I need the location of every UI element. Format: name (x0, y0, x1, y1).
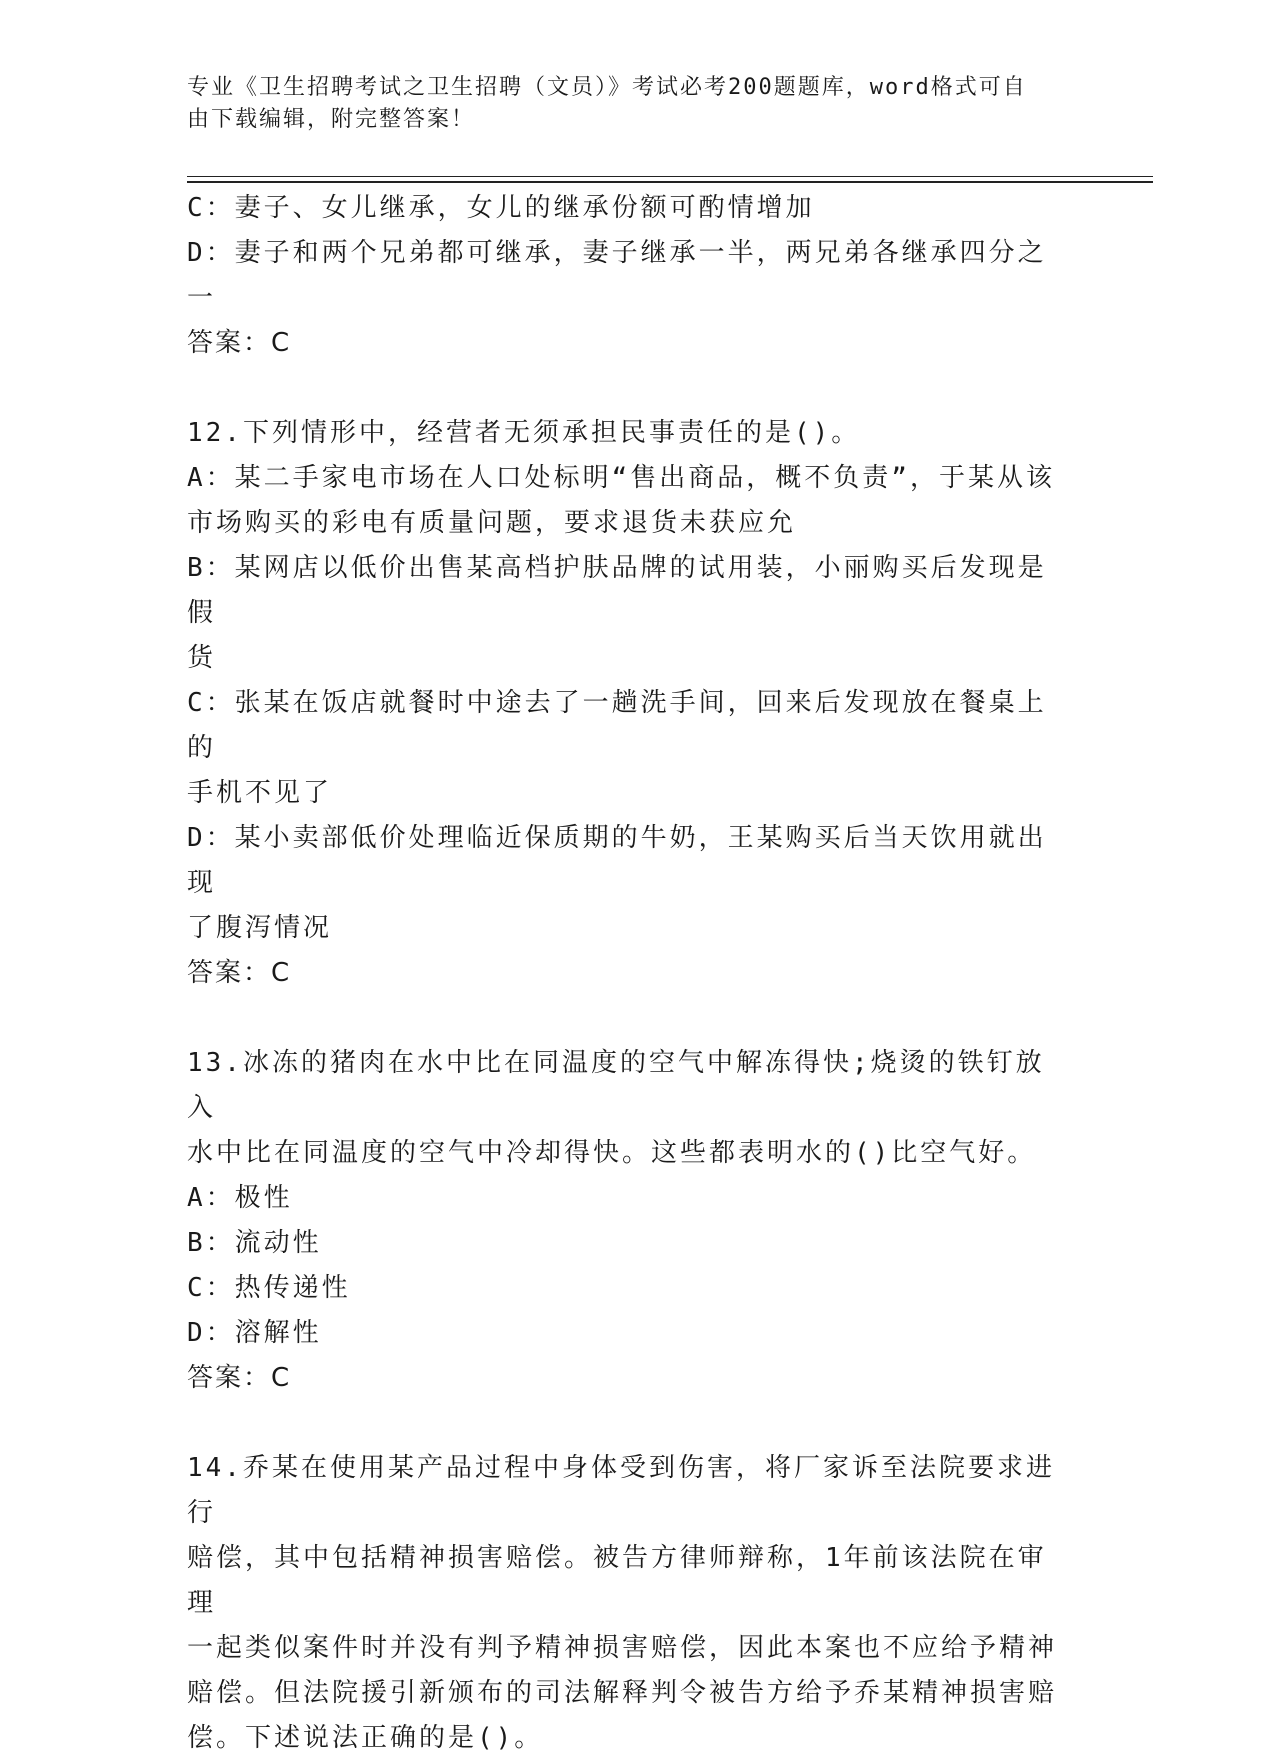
question-stem-line-2: 赔偿，其中包括精神损害赔偿。被告方律师辩称，1年前该法院在审理 (187, 1543, 1047, 1618)
question-stem-line-2: 水中比在同温度的空气中冷却得快。这些都表明水的()比空气好。 (187, 1138, 1037, 1168)
question-content (187, 186, 1067, 1761)
header-divider-thin (187, 176, 1153, 177)
option-d-line-1: D：某小卖部低价处理临近保质期的牛奶，王某购买后当天饮用就出现 (187, 823, 1047, 898)
option-b-line-2: 货 (187, 643, 217, 673)
question-stem: 12.下列情形中，经营者无须承担民事责任的是()。 (187, 418, 861, 448)
option-a-line-1: A：某二手家电市场在人口处标明“售出商品，概不负责”，于某从该 (187, 463, 1055, 493)
question-stem-line-3: 一起类似案件时并没有判予精神损害赔偿，因此本案也不应给予精神 (187, 1633, 1058, 1663)
header-divider-thick (187, 181, 1153, 183)
question-11 (187, 186, 1067, 366)
option-c-line-2: 手机不见了 (187, 778, 333, 808)
spacer (187, 1401, 1067, 1446)
question-12 (187, 411, 1067, 996)
header-line-1: 专业《卫生招聘考试之卫生招聘（文员）》考试必考200题题库，word格式可自 (187, 75, 1027, 100)
document-header (187, 72, 1067, 136)
question-stem-line-5: 偿。下述说法正确的是()。 (187, 1723, 544, 1753)
question-14 (187, 1446, 1067, 1761)
spacer (187, 366, 1067, 411)
option-c-line-1: C：张某在饭店就餐时中途去了一趟洗手间，回来后发现放在餐桌上的 (187, 688, 1047, 763)
spacer (187, 996, 1067, 1041)
option-a-line-2: 市场购买的彩电有质量问题，要求退货未获应允 (187, 508, 797, 538)
header-line-2: 由下载编辑，附完整答案！ (187, 107, 476, 132)
option-c: C：热传递性 (187, 1273, 351, 1303)
question-13 (187, 1041, 1067, 1401)
answer: 答案：C (187, 1363, 292, 1393)
question-stem-line-1: 13.冰冻的猪肉在水中比在同温度的空气中解冻得快;烧烫的铁钉放入 (187, 1048, 1045, 1123)
answer: 答案：C (187, 328, 292, 358)
option-d: D：溶解性 (187, 1318, 322, 1348)
option-c: C：妻子、女儿继承，女儿的继承份额可酌情增加 (187, 193, 815, 223)
option-b: B：流动性 (187, 1228, 322, 1258)
option-a: A：极性 (187, 1183, 293, 1213)
option-d-line-2: 了腹泻情况 (187, 913, 333, 943)
question-stem-line-1: 14.乔某在使用某产品过程中身体受到伤害，将厂家诉至法院要求进行 (187, 1453, 1055, 1528)
option-d: D：妻子和两个兄弟都可继承，妻子继承一半，两兄弟各继承四分之一 (187, 238, 1047, 313)
answer: 答案：C (187, 958, 292, 988)
option-b-line-1: B：某网店以低价出售某高档护肤品牌的试用装，小丽购买后发现是假 (187, 553, 1047, 628)
question-stem-line-4: 赔偿。但法院援引新颁布的司法解释判令被告方给予乔某精神损害赔 (187, 1678, 1058, 1708)
